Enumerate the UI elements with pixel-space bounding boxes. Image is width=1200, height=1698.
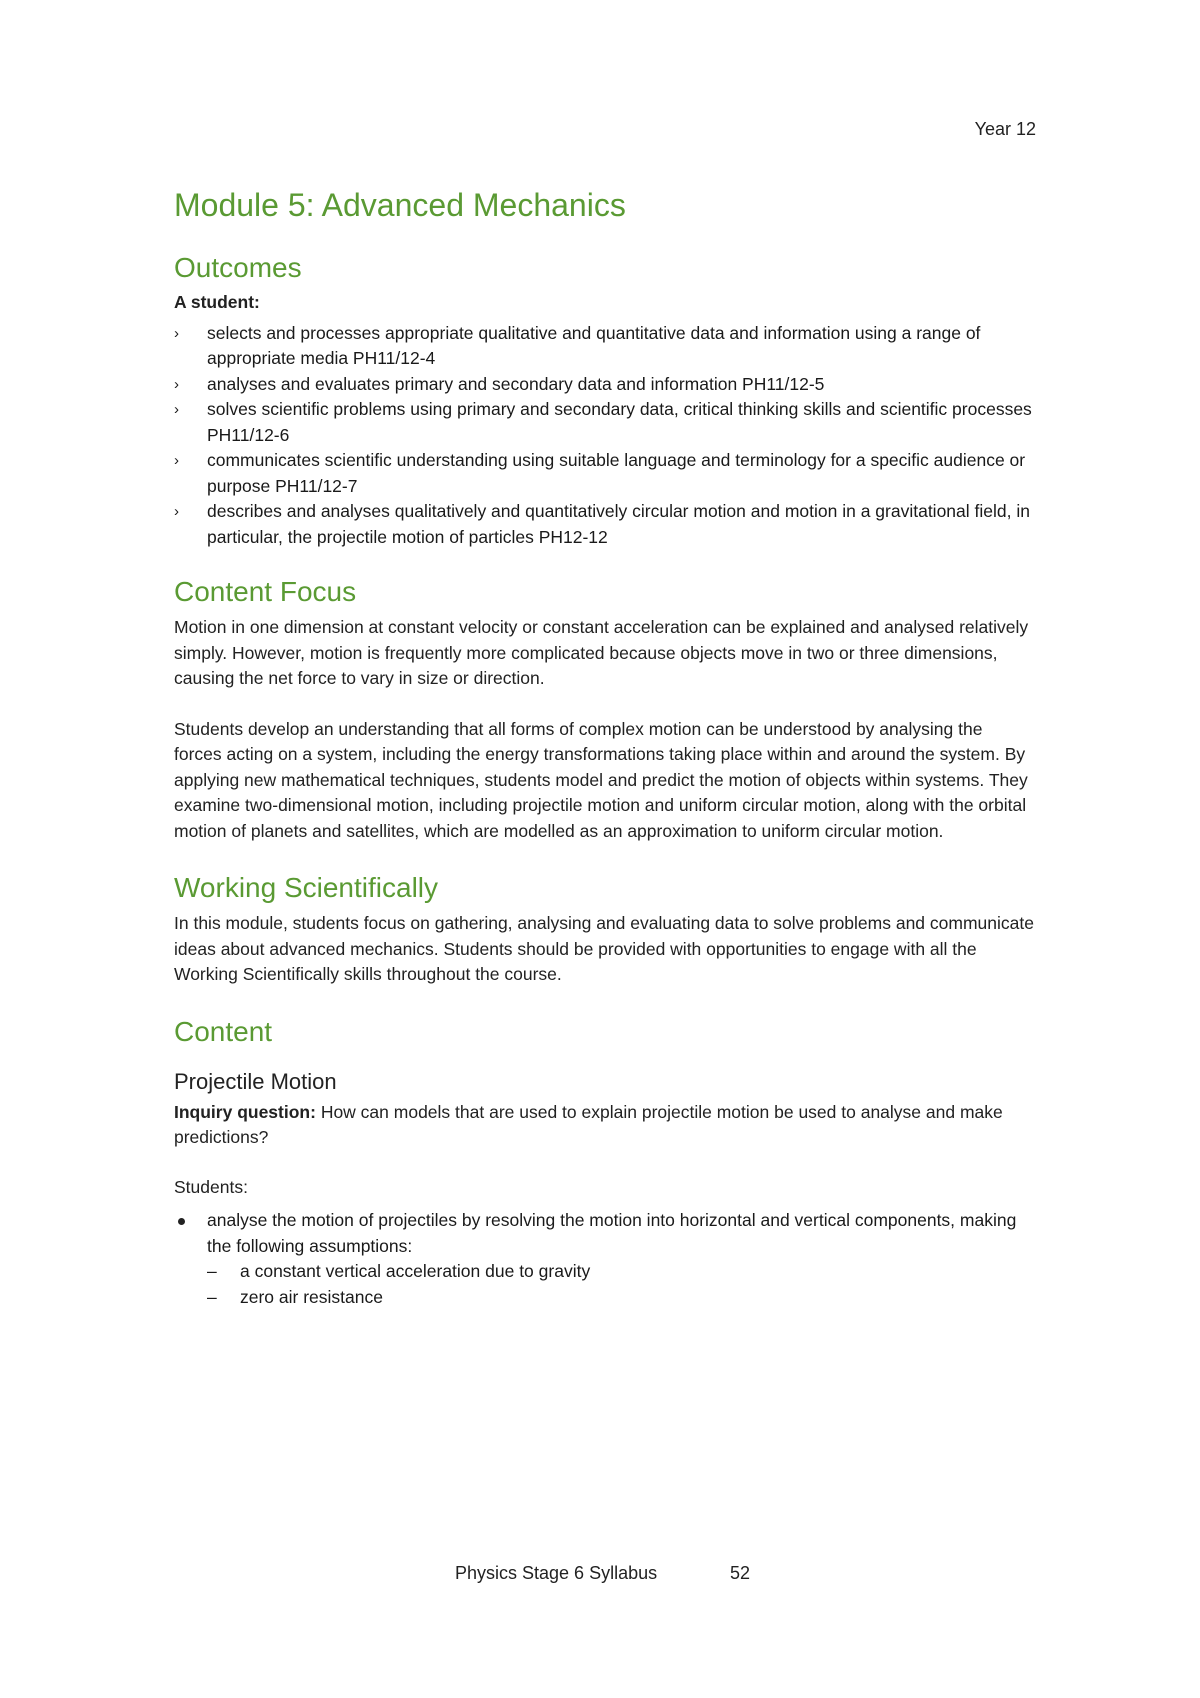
projectile-motion-subheading: Projectile Motion xyxy=(174,1068,337,1094)
assumption-item xyxy=(207,1285,1034,1311)
chevron-right-icon: › xyxy=(174,324,179,342)
footer-title: Physics Stage 6 Syllabus xyxy=(455,1563,658,1583)
students-label: Students: xyxy=(174,1176,248,1197)
inquiry-question xyxy=(174,1100,1034,1151)
page-number: 52 xyxy=(730,1563,751,1583)
outcome-item-text: selects and processes appropriate qualitative and quantitative data and information using a range of appropriate media PH11/12-4 xyxy=(207,322,981,368)
dash-icon: – xyxy=(207,1261,217,1281)
content-bullet-text: analyse the motion of projectiles by resolving the motion into horizontal and vertical components, making the following assumptions: xyxy=(207,1210,1017,1256)
outcome-item-text: analyses and evaluates primary and secondary data and information PH11/12-5 xyxy=(207,373,825,394)
assumption-list xyxy=(174,1259,1034,1310)
chevron-right-icon: › xyxy=(174,401,179,418)
content-bullets xyxy=(174,1208,1034,1259)
content-focus-heading: Content Focus xyxy=(174,576,357,607)
working-scientifically-paragraph: In this module, students focus on gathering, analysing and evaluating data to solve problems and communicate ideas about advanced mechanics. Students should be provided with opportunities to engage with all the Working Scientifically skills throughout the course. xyxy=(174,913,1034,984)
bullet-dot-icon xyxy=(178,1218,185,1225)
outcomes-list xyxy=(174,321,1034,551)
outcome-item-text: describes and analyses qualitatively and quantitatively circular motion and motion in a gravitational field, in particular, the projectile motion of particles PH12-12 xyxy=(207,501,1030,547)
working-scientifically-heading: Working Scientifically xyxy=(174,872,439,903)
chevron-right-icon: › xyxy=(174,452,179,469)
assumption-text: zero air resistance xyxy=(240,1286,383,1307)
content-focus-paragraph-1: Motion in one dimension at constant velocity or constant acceleration can be explained and analysed relatively simply. However, motion is frequently more complicated because objects move in two or three dimensions, causing the net force to vary in size or direction. xyxy=(174,617,1029,688)
dash-icon: – xyxy=(207,1286,217,1307)
outcome-item-text: communicates scientific understanding using suitable language and terminology for a specific audience or purpose PH11/12-7 xyxy=(207,450,1026,496)
inquiry-text: How can models that are used to explain projectile motion be used to analyse and make predictions? xyxy=(174,1101,1003,1147)
chevron-right-icon: › xyxy=(174,503,179,520)
header-year: Year 12 xyxy=(974,119,1036,139)
outcome-item-text: solves scientific problems using primary and secondary data, critical thinking skills and scientific processes PH11/12-6 xyxy=(207,399,1032,445)
inquiry-label: Inquiry question: xyxy=(174,1101,316,1122)
outcome-item xyxy=(174,397,1034,448)
outcome-item xyxy=(174,448,1034,499)
outcome-item xyxy=(174,372,1034,398)
assumption-text: a constant vertical acceleration due to gravity xyxy=(240,1261,591,1281)
outcome-item xyxy=(174,499,1034,550)
module-title: Module 5: Advanced Mechanics xyxy=(174,187,626,223)
outcomes-intro: A student: xyxy=(174,292,260,312)
content-heading: Content xyxy=(174,1015,273,1047)
page-body xyxy=(174,185,1034,1310)
outcomes-heading: Outcomes xyxy=(174,252,302,283)
assumption-item xyxy=(207,1259,1034,1285)
chevron-right-icon: › xyxy=(174,375,179,393)
content-bullet-item xyxy=(174,1208,1034,1259)
outcome-item xyxy=(174,321,1034,372)
content-focus-paragraph-2: Students develop an understanding that all forms of complex motion can be understood by analysing the forces acting on a system, including the energy transformations taking place within and around the system. By applying new mathematical techniques, students model and predict the motion of objects within systems. They examine two-dimensional motion, including projectile motion and uniform circular motion, along with the orbital motion of planets and satellites, which are modelled as an approximation to uniform circular motion. xyxy=(174,718,1028,841)
